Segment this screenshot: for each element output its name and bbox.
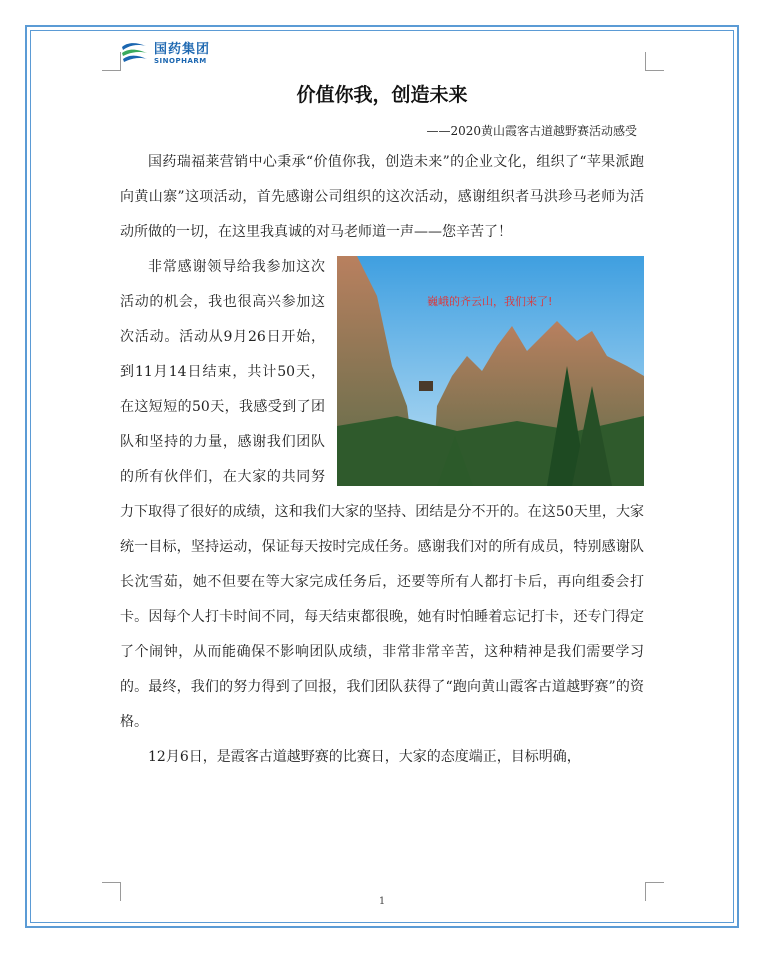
paragraph-3: 12月6日，是霞客古道越野赛的比赛日，大家的态度端正，目标明确， (148, 749, 581, 765)
paragraph-1: 国药瑞福莱营销中心秉承“价值你我，创造未来”的企业文化，组织了“苹果派跑向黄山寨”这项活动，首先感谢公司组织的这次活动，感谢组织者马洪珍马老师为活动所做的一切，在这里我真诚的对马老师道一声——您辛苦了！ (120, 154, 644, 240)
paragraph-2: 非常感谢领导给我参加这次活动的机会，我也很高兴参加这次活动。活动从9月26日开始，到11月14日结束，共计50天，在这短短的50天，我感受到了团队和坚持的力量，感谢我们团队的所有伙伴们，在大家的共同努力下取得了很好的成绩，这和我们大家的坚持、团结是分不开的。在这50天里，大家统一目标，坚持运动，保证每天按时完成任务。感谢我们对的所有成员，特别感谢队长沈雪茹，她不但要在等大家完成任务后，还要等所有人都打卡后，再向组委会打卡。因每个人打卡时间不同，每天结束都很晚，她有时怕睡着忘记打卡，还专门得定了个闹钟，从而能确保不影响团队成绩，非常非常辛苦，这种精神是我们需要学习的。最终，我们的努力得到了回报，我们团队获得了“跑向黄山霞客古道越野赛”的资格。 (120, 259, 644, 730)
document-subtitle: ——2020黄山霞客古道越野赛活动感受 (426, 124, 637, 138)
sinopharm-wave-icon (120, 41, 150, 67)
page-number: 1 (378, 896, 386, 907)
document-title: 价值你我，创造未来 (296, 84, 468, 106)
corner-mark-top-left (102, 52, 121, 71)
mountain-photo (337, 256, 644, 486)
sinopharm-logo (120, 40, 210, 68)
logo-name-en: SINOPHARM (154, 57, 207, 65)
corner-mark-top-right (645, 52, 664, 71)
document-body (120, 145, 644, 775)
photo-caption: 巍峨的齐云山，我们来了! (427, 295, 553, 308)
logo-name-cn: 国药集团 (154, 42, 211, 57)
